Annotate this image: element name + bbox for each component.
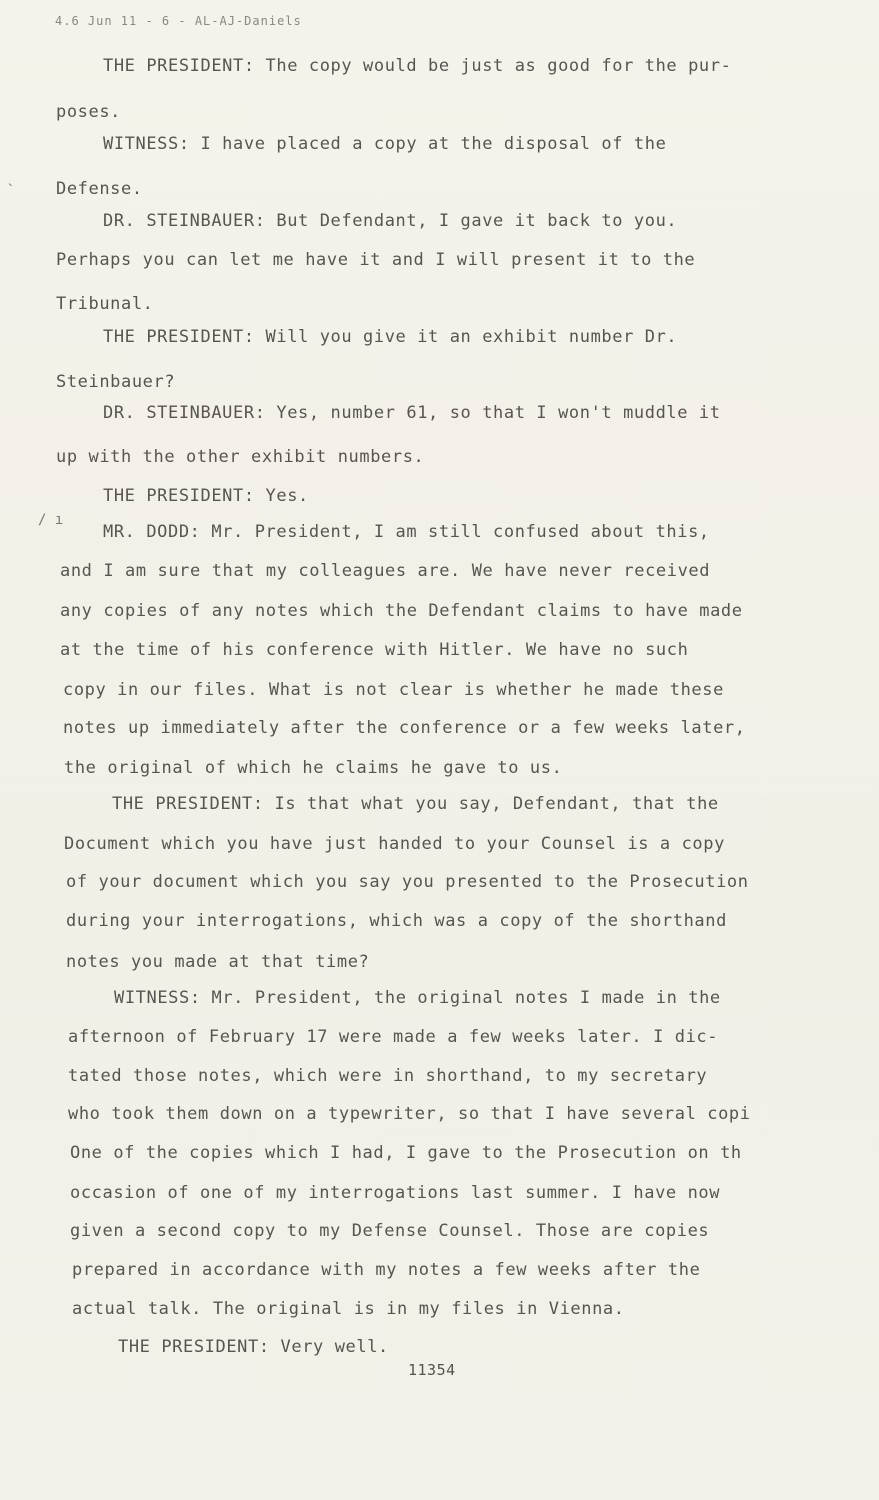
transcript-line: the original of which he claims he gave to us. (64, 758, 563, 778)
margin-mark: / ı (38, 512, 64, 528)
transcript-line: during your interrogations, which was a copy of the shorthand (66, 911, 727, 931)
transcript-line: THE PRESIDENT: Yes. (103, 486, 309, 506)
transcript-line: Steinbauer? (56, 372, 176, 392)
transcript-line: Defense. (56, 179, 143, 199)
margin-mark: ˎ (6, 170, 15, 186)
transcript-line: prepared in accordance with my notes a few weeks after the (72, 1260, 701, 1280)
transcript-line: notes you made at that time? (66, 952, 370, 972)
transcript-line: at the time of his conference with Hitler. We have no such (60, 640, 689, 660)
transcript-line: tated those notes, which were in shorthand, to my secretary (68, 1066, 708, 1086)
transcript-line: copy in our files. What is not clear is whether he made these (63, 680, 724, 700)
transcript-line: actual talk. The original is in my files in Vienna. (72, 1299, 625, 1319)
page-number: 11354 (408, 1361, 456, 1379)
transcript-line: DR. STEINBAUER: But Defendant, I gave it back to you. (103, 211, 678, 231)
transcript-line: any copies of any notes which the Defendant claims to have made (60, 601, 743, 621)
transcript-line: up with the other exhibit numbers. (56, 447, 425, 467)
transcript-line: THE PRESIDENT: Will you give it an exhibit number Dr. (103, 327, 678, 347)
transcript-line: MR. DODD: Mr. President, I am still confused about this, (103, 522, 710, 542)
transcript-line: who took them down on a typewriter, so that I have several copi (68, 1104, 751, 1124)
transcript-line: occasion of one of my interrogations last summer. I have now (70, 1183, 721, 1203)
transcript-line: given a second copy to my Defense Counsel. Those are copies (70, 1221, 710, 1241)
transcript-line: Perhaps you can let me have it and I will present it to the (56, 250, 696, 270)
page-header: 4.6 Jun 11 - 6 - AL-AJ-Daniels (55, 14, 302, 28)
transcript-line: afternoon of February 17 were made a few weeks later. I dic- (68, 1027, 719, 1047)
transcript-line: and I am sure that my colleagues are. We have never received (60, 561, 711, 581)
transcript-line: DR. STEINBAUER: Yes, number 61, so that I won't muddle it (103, 403, 721, 423)
transcript-line: Document which you have just handed to your Counsel is a copy (64, 834, 725, 854)
transcript-line: WITNESS: I have placed a copy at the disposal of the (103, 134, 667, 154)
transcript-line: notes up immediately after the conference or a few weeks later, (63, 718, 746, 738)
transcript-line: WITNESS: Mr. President, the original notes I made in the (114, 988, 721, 1008)
transcript-line: THE PRESIDENT: Is that what you say, Defendant, that the (112, 794, 719, 814)
transcript-line: THE PRESIDENT: Very well. (118, 1337, 389, 1357)
transcript-line: of your document which you say you presented to the Prosecution (66, 872, 749, 892)
transcript-line: One of the copies which I had, I gave to the Prosecution on th (70, 1143, 742, 1163)
transcript-line: THE PRESIDENT: The copy would be just as good for the pur- (103, 56, 732, 76)
transcript-line: poses. (56, 102, 122, 122)
transcript-line: Tribunal. (56, 294, 154, 314)
